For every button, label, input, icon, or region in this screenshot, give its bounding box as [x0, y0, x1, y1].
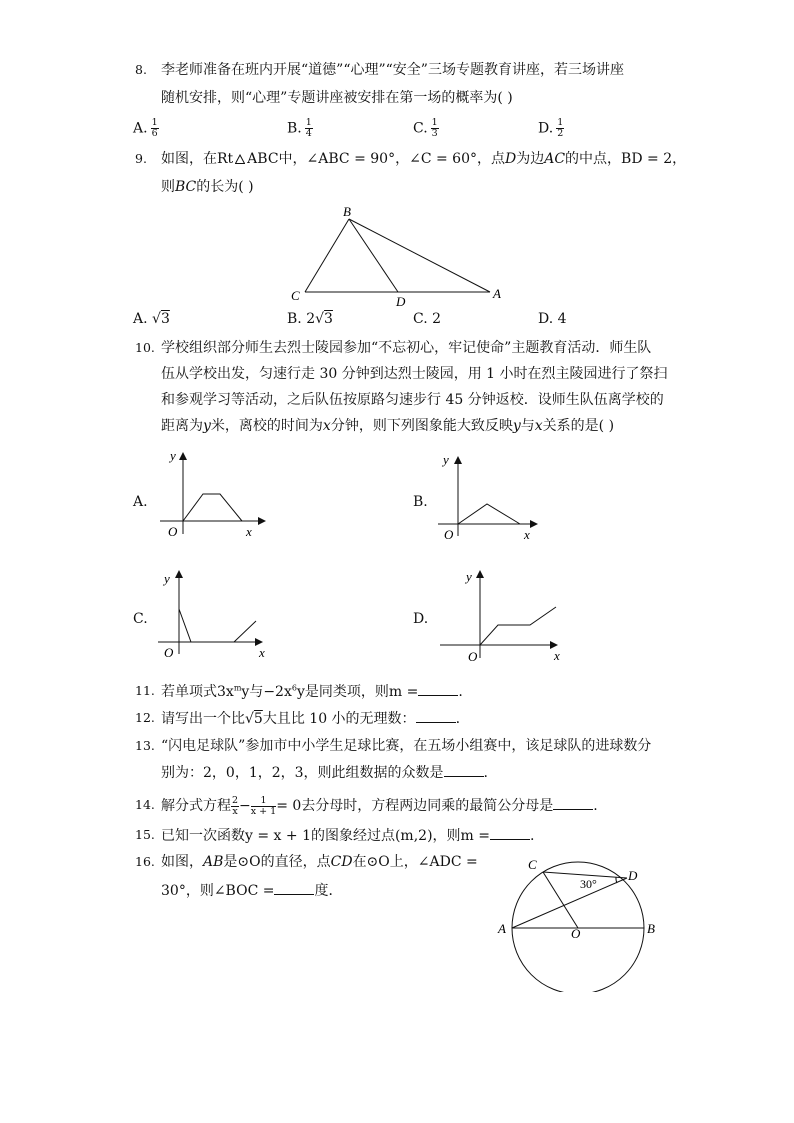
- q13-text-line2: 别为：2，0，1，2，3，则此组数据的众数是 .: [161, 762, 488, 783]
- label-c: C: [291, 288, 300, 303]
- q8-option-d[interactable]: D. $\frac{1}{2}$: [538, 117, 564, 139]
- answer-blank[interactable]: [490, 825, 530, 840]
- x-axis-arrow: [258, 517, 266, 525]
- axis-x-label: x: [246, 524, 252, 539]
- axis-y-label: y: [466, 569, 472, 584]
- axis-y-label: y: [164, 571, 170, 586]
- label-b: B: [647, 921, 655, 936]
- q10-option-d-label[interactable]: D.: [413, 611, 429, 627]
- answer-blank[interactable]: [553, 795, 593, 810]
- graph-line: [458, 504, 520, 524]
- radius-oc: [543, 872, 578, 928]
- q16-number: 16.: [135, 854, 155, 869]
- label-o: O: [571, 926, 581, 941]
- y-axis-arrow: [179, 452, 187, 460]
- segment-ba: [349, 219, 490, 292]
- segment-cb: [305, 219, 349, 292]
- q11-text: 若单项式$3x^my$与$-2x^6y$是同类项，则m = .: [161, 681, 463, 702]
- q14-text: 解分式方程 $\frac{2}{x}$ − $\frac{1}{x + 1}$ = 0去分母时，方程两边同乘的最简公分母是 .: [161, 794, 598, 817]
- q8-option-b[interactable]: B. $\frac{1}{4}$: [287, 117, 312, 139]
- q10-text-line3: 和参观学习等活动，之后队伍按原路匀速步行 45 分钟返校．设师生队伍离学校的: [161, 392, 664, 408]
- q9-text-line1: 如图，在Rt ABC中，∠ABC = 90°，∠C = 60°，点D为边AC的中点，BD = 2，: [161, 151, 687, 167]
- axis-x-label: x: [259, 645, 265, 660]
- q12-number: 12.: [135, 710, 155, 725]
- label-b: B: [343, 204, 351, 219]
- axis-y-label: y: [170, 448, 176, 463]
- axis-y-label: y: [443, 452, 449, 467]
- origin-label: O: [168, 524, 178, 539]
- q9-number: 9.: [135, 151, 147, 166]
- axis-x-label: x: [554, 648, 560, 663]
- q10-text-line2: 伍从学校出发，匀速行走 30 分钟到达烈士陵园，用 1 小时在烈主陵园进行了祭扫: [161, 366, 668, 382]
- answer-blank[interactable]: [274, 880, 314, 895]
- q9-option-a[interactable]: A. √3: [133, 311, 170, 327]
- q8-text-line1: 李老师准备在班内开展“道德”“心理”“安全”三场专题教育讲座，若三场讲座: [161, 62, 624, 78]
- q10-option-b-label[interactable]: B.: [413, 494, 428, 510]
- q16-text-line1: 如图，AB是⊙O的直径，点CD在⊙O上，∠ADC =: [161, 854, 478, 870]
- origin-label: O: [444, 527, 454, 542]
- label-c: C: [528, 857, 537, 872]
- origin-label: O: [164, 645, 174, 660]
- q13-text-line1: “闪电足球队”参加市中小学生足球比赛，在五场小组赛中，该足球队的进球数分: [161, 738, 652, 754]
- q8-option-c[interactable]: C. $\frac{1}{3}$: [413, 117, 438, 139]
- label-d: D: [628, 868, 638, 883]
- angle-label: 30°: [580, 877, 597, 891]
- q10-graph-a[interactable]: [150, 446, 275, 544]
- q12-text: 请写出一个比√5大且比 10 小的无理数： .: [161, 708, 460, 729]
- label-a: A: [498, 921, 506, 936]
- q13-number: 13.: [135, 738, 155, 753]
- q9-option-b[interactable]: B. 2√3: [287, 311, 333, 327]
- q14-number: 14.: [135, 797, 155, 812]
- axis-x-label: x: [524, 527, 530, 542]
- graph-line: [179, 609, 256, 642]
- q9-triangle-figure: [285, 200, 515, 310]
- q10-option-a-label[interactable]: A.: [133, 494, 148, 510]
- q15-text: 已知一次函数y = x + 1的图象经过点(m,2)，则m = .: [161, 825, 534, 846]
- y-axis-arrow: [476, 570, 484, 578]
- label-a: A: [493, 286, 501, 301]
- x-axis-arrow: [530, 520, 538, 528]
- q10-option-c-label[interactable]: C.: [133, 611, 148, 627]
- q16-circle-figure: [494, 852, 664, 992]
- fraction: $\frac{1}{4}$: [305, 117, 312, 139]
- fraction: $\frac{1}{2}$: [557, 117, 564, 139]
- segment-bd: [349, 219, 398, 292]
- q8-text-line2: 随机安排，则“心理”专题讲座被安排在第一场的概率为( ): [161, 90, 513, 106]
- q10-text-line1: 学校组织部分师生去烈士陵园参加“不忘初心，牢记使命”主题教育活动．师生队: [161, 340, 652, 356]
- origin-label: O: [468, 649, 478, 664]
- q15-number: 15.: [135, 827, 155, 842]
- triangle-icon: [235, 154, 245, 164]
- q16-text-line2: 30°，则∠BOC = 度．: [161, 880, 342, 901]
- fraction: $\frac{1}{3}$: [431, 117, 438, 139]
- answer-blank[interactable]: [418, 681, 458, 696]
- y-axis-arrow: [175, 570, 183, 578]
- graph-line: [183, 494, 242, 521]
- answer-blank[interactable]: [444, 762, 484, 777]
- fraction: $\frac{1}{6}$: [151, 117, 158, 139]
- q10-graph-c[interactable]: [150, 566, 275, 664]
- q9-option-c[interactable]: C. 2: [413, 311, 442, 327]
- chord-ad: [512, 878, 627, 928]
- angle-arc: [616, 877, 617, 883]
- graph-line: [480, 607, 556, 645]
- q10-graph-b[interactable]: [430, 446, 555, 544]
- label-d: D: [396, 294, 406, 309]
- q8-option-a[interactable]: A. $\frac{1}{6}$: [133, 117, 158, 139]
- q8-number: 8.: [135, 62, 147, 77]
- q10-text-line4: 距离为y米，离校的时间为x分钟，则下列图象能大致反映y与x关系的是( ): [161, 418, 615, 434]
- y-axis-arrow: [454, 456, 462, 464]
- q9-option-d[interactable]: D. 4: [538, 311, 567, 327]
- q10-graph-d[interactable]: [430, 566, 570, 664]
- q10-number: 10.: [135, 340, 155, 355]
- q9-text-line2: 则BC的长为( ): [161, 179, 254, 195]
- q11-number: 11.: [135, 683, 155, 698]
- answer-blank[interactable]: [416, 708, 456, 723]
